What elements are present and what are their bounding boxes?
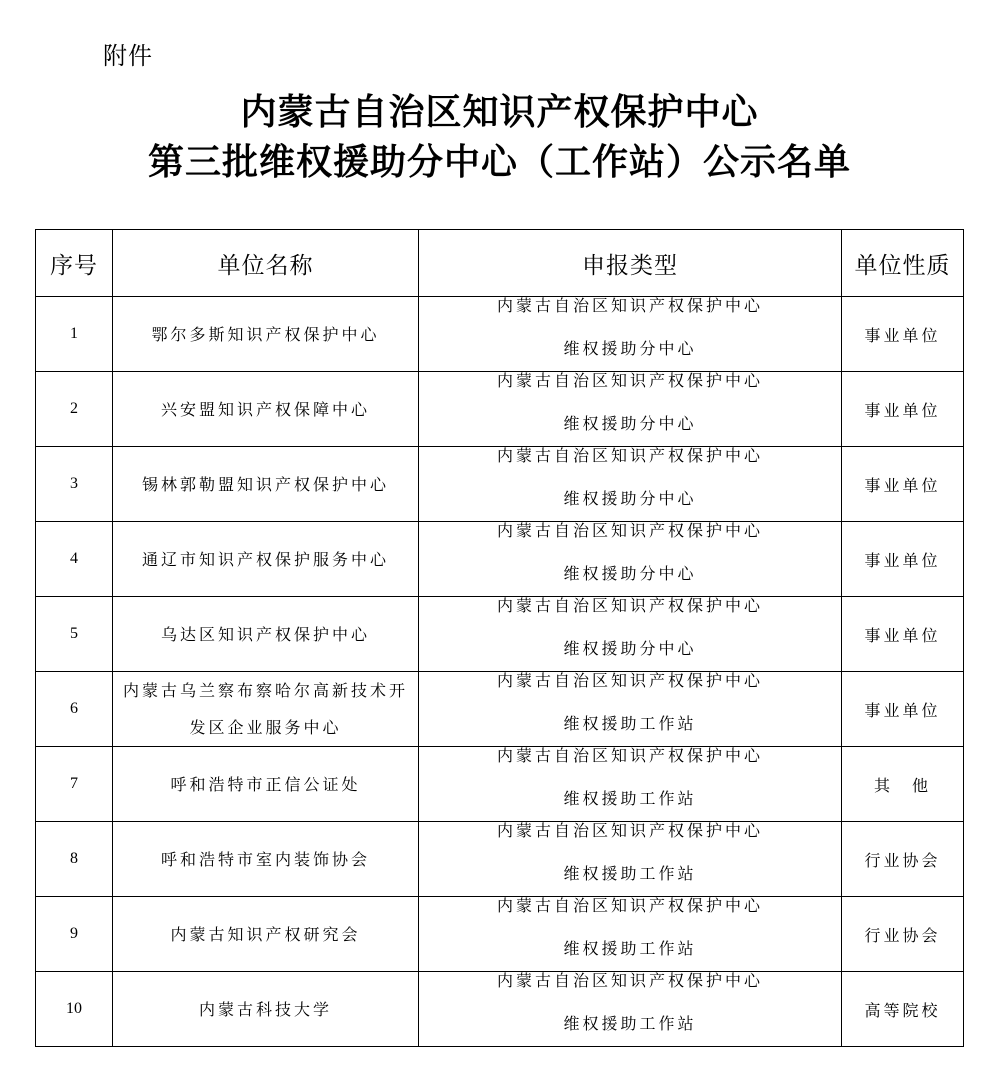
- row-unit-name: [113, 897, 419, 972]
- row-index: 7: [36, 747, 113, 822]
- attachment-label: 附件: [103, 42, 153, 70]
- row-application-type: [419, 822, 842, 897]
- document-title-line2: 第三批维权援助分中心（工作站）公示名单: [147, 141, 851, 183]
- row-unit-nature: 事业单位: [842, 672, 964, 747]
- row-unit-nature: 其 他: [842, 747, 964, 822]
- table-row: [36, 747, 964, 822]
- table-row: [36, 597, 964, 672]
- table-row: [36, 447, 964, 522]
- unit-name-line1: 通辽市知识产权保护服务中心: [141, 549, 389, 569]
- type-line2: 维权援助分中心: [563, 414, 697, 433]
- type-line2: 维权援助工作站: [563, 939, 697, 958]
- row-application-type: [419, 522, 842, 597]
- row-index: 4: [36, 522, 113, 597]
- table-row: [36, 297, 964, 372]
- row-unit-nature: 事业单位: [842, 522, 964, 597]
- row-application-type: [419, 597, 842, 672]
- row-unit-nature: 事业单位: [842, 297, 964, 372]
- type-line2: 维权援助工作站: [563, 864, 697, 883]
- header-index: 序号: [36, 230, 113, 297]
- header-nature: 单位性质: [842, 230, 964, 297]
- unit-name-line1: 鄂尔多斯知识产权保护中心: [151, 324, 380, 344]
- table-row: [36, 522, 964, 597]
- row-index: 1: [36, 297, 113, 372]
- row-application-type: [419, 972, 842, 1047]
- type-line2: 维权援助分中心: [563, 564, 697, 583]
- type-line1: 内蒙古自治区知识产权保护中心: [496, 446, 763, 465]
- type-line2: 维权援助分中心: [563, 489, 697, 508]
- unit-name-line1: 锡林郭勒盟知识产权保护中心: [141, 474, 389, 494]
- row-unit-nature: 行业协会: [842, 822, 964, 897]
- row-unit-name: [113, 597, 419, 672]
- type-line1: 内蒙古自治区知识产权保护中心: [496, 296, 763, 315]
- type-line2: 维权援助分中心: [563, 639, 697, 658]
- type-line1: 内蒙古自治区知识产权保护中心: [496, 521, 763, 540]
- row-unit-name: [113, 972, 419, 1047]
- unit-name-line1: 乌达区知识产权保护中心: [160, 624, 370, 644]
- unit-name-line1: 内蒙古科技大学: [198, 999, 332, 1019]
- row-index: 8: [36, 822, 113, 897]
- row-index: 6: [36, 672, 113, 747]
- unit-name-line1: 内蒙古知识产权研究会: [170, 924, 361, 944]
- type-line2: 维权援助工作站: [563, 1014, 697, 1033]
- unit-name-line1: 呼和浩特市室内装饰协会: [160, 849, 370, 869]
- row-unit-nature: 高等院校: [842, 972, 964, 1047]
- row-unit-name: [113, 447, 419, 522]
- row-unit-name: [113, 747, 419, 822]
- row-index: 2: [36, 372, 113, 447]
- unit-name-line2: 发区企业服务中心: [189, 718, 342, 737]
- type-line2: 维权援助工作站: [563, 714, 697, 733]
- type-line1: 内蒙古自治区知识产权保护中心: [496, 746, 763, 765]
- row-unit-name: [113, 522, 419, 597]
- unit-name-line1: 呼和浩特市正信公证处: [170, 774, 361, 794]
- table-row: [36, 372, 964, 447]
- unit-name-line1: 兴安盟知识产权保障中心: [160, 399, 370, 419]
- row-application-type: [419, 897, 842, 972]
- row-index: 5: [36, 597, 113, 672]
- unit-name-line1: 内蒙古乌兰察布察哈尔高新技术开: [122, 681, 408, 700]
- row-unit-nature: 行业协会: [842, 897, 964, 972]
- row-unit-name: [113, 822, 419, 897]
- row-unit-nature: 事业单位: [842, 372, 964, 447]
- table-row: [36, 972, 964, 1047]
- row-unit-name: [113, 672, 419, 747]
- row-application-type: [419, 297, 842, 372]
- type-line1: 内蒙古自治区知识产权保护中心: [496, 896, 763, 915]
- table-row: [36, 897, 964, 972]
- type-line2: 维权援助分中心: [563, 339, 697, 358]
- row-application-type: [419, 747, 842, 822]
- row-unit-nature: 事业单位: [842, 597, 964, 672]
- table-row: [36, 672, 964, 747]
- header-name: 单位名称: [113, 230, 419, 297]
- type-line1: 内蒙古自治区知识产权保护中心: [496, 596, 763, 615]
- type-line1: 内蒙古自治区知识产权保护中心: [496, 371, 763, 390]
- table-row: [36, 822, 964, 897]
- row-index: 3: [36, 447, 113, 522]
- type-line1: 内蒙古自治区知识产权保护中心: [496, 971, 763, 990]
- document-title-line1: 内蒙古自治区知识产权保护中心: [240, 91, 759, 133]
- row-application-type: [419, 372, 842, 447]
- row-application-type: [419, 672, 842, 747]
- row-unit-nature: 事业单位: [842, 447, 964, 522]
- type-line1: 内蒙古自治区知识产权保护中心: [496, 821, 763, 840]
- type-line1: 内蒙古自治区知识产权保护中心: [496, 671, 763, 690]
- row-unit-name: [113, 297, 419, 372]
- row-index: 9: [36, 897, 113, 972]
- row-unit-name: [113, 372, 419, 447]
- row-application-type: [419, 447, 842, 522]
- row-index: 10: [36, 972, 113, 1047]
- type-line2: 维权援助工作站: [563, 789, 697, 808]
- roster-table: [35, 229, 964, 1047]
- header-type: 申报类型: [419, 230, 842, 297]
